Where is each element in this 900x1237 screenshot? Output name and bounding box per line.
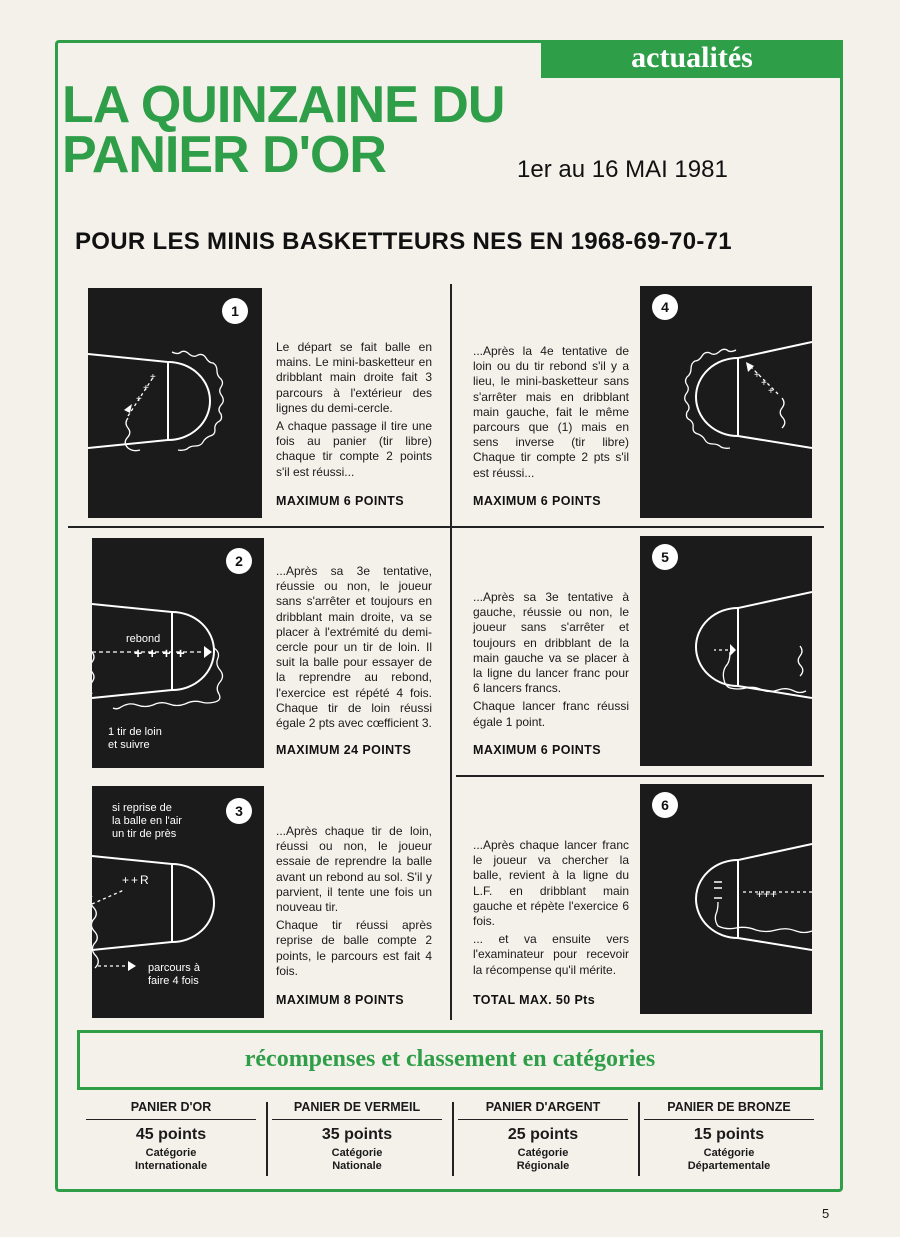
exercise-number-badge-5: 5 <box>652 544 678 570</box>
svg-text:+: + <box>754 370 760 381</box>
reward-name: PANIER D'OR <box>86 1100 256 1120</box>
reward-category: Catégorie Régionale <box>516 1147 570 1172</box>
court-diagram-4 <box>640 286 812 518</box>
reward-panier-argent <box>450 1100 636 1173</box>
exercise-number-badge-1: 1 <box>222 298 248 324</box>
reward-name: PANIER D'ARGENT <box>458 1100 628 1120</box>
exercise-number-badge-2: 2 <box>226 548 252 574</box>
court-lines-6 <box>640 784 812 1014</box>
reward-points: 15 points <box>693 1126 765 1143</box>
svg-text:+: + <box>761 378 767 389</box>
exercise-number-badge-6: 6 <box>652 792 678 818</box>
reward-category: Catégorie Nationale <box>331 1147 383 1172</box>
page-title <box>62 76 505 184</box>
exercise-description-5 <box>473 590 629 733</box>
shot-marks: ++R <box>122 873 151 887</box>
reward-panier-bronze <box>636 1100 822 1173</box>
page-number: 5 <box>822 1206 830 1221</box>
exercise-4-paragraph-1: ...Après la 4e tentative de loin ou du tir rebond s'il y a lieu, le mini-basketteur sans s'arrêter mais en dribblant main gauche, fait le même parcours que (1) mais en sens inverse (tir libre) Chaque tir compte 2 pts s'il est réussi... <box>473 344 629 480</box>
reward-category: Catégorie Internationale <box>134 1147 208 1172</box>
exercise-number-badge-3: 3 <box>226 798 252 824</box>
court-lines-5 <box>640 536 812 766</box>
court-diagram-3 <box>92 786 264 1018</box>
reward-points: 25 points <box>507 1126 579 1143</box>
reward-points: 45 points <box>135 1126 207 1143</box>
row-divider-1 <box>68 526 824 528</box>
free-throw-marks: ++++ <box>134 645 191 661</box>
exercise-6-paragraph-1: ...Après chaque lancer franc le joueur va chercher la balle, revient à la ligne du L.F. en dribblant main gauche et répète l'exercice 6 fois. <box>473 838 629 929</box>
court-lines-4 <box>640 286 812 518</box>
exercise-2-paragraph-1: ...Après sa 3e tentative, réussie ou non, le joueur sans s'arrêter et toujours en dribblant main droite, va se placer à l'extrémité du demi-cercle pour un tir de loin. Il suit la balle pour essayer de la reprendre au rebond, l'exercice est répété 4 fois. Chaque tir de loin réussi égale 2 pts avec cœfficient 3. <box>276 564 432 731</box>
exercise-max-points-4: MAXIMUM 6 POINTS <box>473 494 601 508</box>
reward-panier-or <box>78 1100 264 1173</box>
rebond-label: rebond <box>126 633 161 645</box>
subtitle: POUR LES MINIS BASKETTEURS NES EN 1968-69-70-71 <box>75 228 732 255</box>
exercise-3-paragraph-1: ...Après chaque tir de loin, réussi ou non, le joueur essaie de reprendre la balle avant un rebond au sol. S'il y parvient, il tente une fois un nouveau tir. <box>276 824 432 915</box>
section-tab: actualités <box>541 40 843 78</box>
exercise-description-6 <box>473 838 629 981</box>
exercise-5-paragraph-2: Chaque lancer franc réussi égale 1 point. <box>473 699 629 729</box>
exercise-1-paragraph-2: A chaque passage il tire une fois au panier (tir libre) chaque tir compte 2 points s'il est réussi... <box>276 419 432 479</box>
reward-category: Catégorie Départementale <box>687 1147 771 1172</box>
reward-name: PANIER DE VERMEIL <box>272 1100 442 1120</box>
svg-text:+: + <box>150 372 156 383</box>
exercise-description-2 <box>276 564 432 734</box>
exercise-max-points-5: MAXIMUM 6 POINTS <box>473 743 601 757</box>
court-diagram-5 <box>640 536 812 766</box>
long-shot-label: 1 tir de loin et suivre <box>108 726 162 751</box>
exercise-5-paragraph-1: ...Après sa 3e tentative à gauche, réussie ou non, le joueur sans s'arrêter et toujours en dribblant de la main gauche va se placer à la ligne du lancer franc pour 6 lancers francs. <box>473 590 629 696</box>
rewards-title: récompenses et classement en catégories <box>77 1030 823 1090</box>
exercise-max-points-2: MAXIMUM 24 POINTS <box>276 743 412 757</box>
svg-text:+: + <box>768 386 774 397</box>
course-label: parcours à faire 4 fois <box>148 962 200 987</box>
reward-points: 35 points <box>321 1126 393 1143</box>
court-diagram-1 <box>88 288 262 518</box>
exercise-3-paragraph-2: Chaque tir réussi après reprise de balle compte 2 points, le parcours est fait 4 fois. <box>276 918 432 978</box>
event-dates: 1er au 16 MAI 1981 <box>517 156 728 183</box>
svg-text:+++: +++ <box>756 887 778 901</box>
exercise-description-4 <box>473 344 629 484</box>
court-diagram-6 <box>640 784 812 1014</box>
row-divider-2 <box>456 775 824 777</box>
title-line-2: PANIER D'OR <box>62 126 386 184</box>
exercise-total-points: TOTAL MAX. 50 Pts <box>473 993 596 1007</box>
svg-text:+: + <box>136 394 142 405</box>
exercise-1-paragraph-1: Le départ se fait balle en mains. Le mini-basketteur en dribblant main droite fait 3 parcours à l'extérieur des lignes du demi-cercle. <box>276 340 432 415</box>
exercise-6-paragraph-2: ... et va ensuite vers l'examinateur pour recevoir la récompense qu'il mérite. <box>473 932 629 977</box>
exercise-max-points-1: MAXIMUM 6 POINTS <box>276 494 404 508</box>
title-line-1: LA QUINZAINE DU <box>62 76 505 134</box>
close-shot-label: si reprise de la balle en l'air un tir de près <box>112 802 182 840</box>
court-diagram-2 <box>92 538 264 768</box>
exercise-description-3 <box>276 824 432 982</box>
exercise-description-1 <box>276 340 432 483</box>
column-divider <box>450 284 452 1020</box>
exercise-max-points-3: MAXIMUM 8 POINTS <box>276 993 404 1007</box>
svg-text:+: + <box>143 383 149 394</box>
reward-panier-vermeil <box>264 1100 450 1173</box>
exercise-number-badge-4: 4 <box>652 294 678 320</box>
reward-name: PANIER DE BRONZE <box>644 1100 814 1120</box>
